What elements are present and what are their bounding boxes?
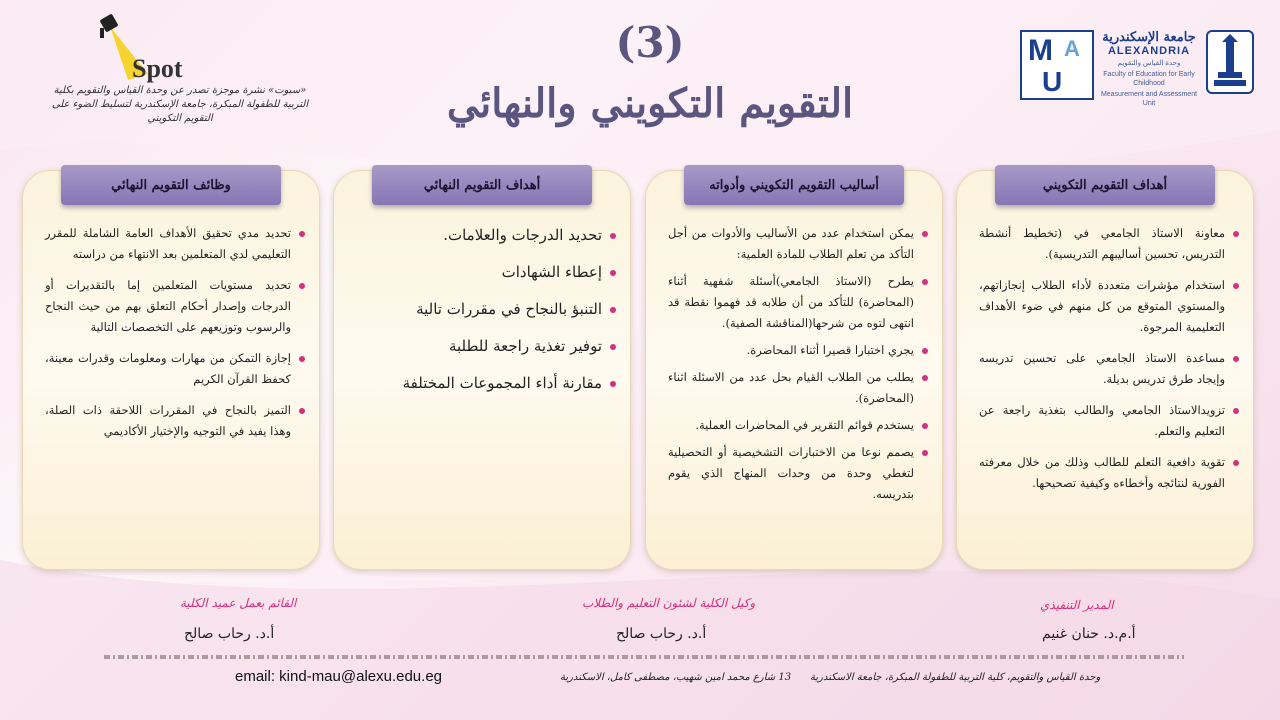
list-item: تحديد الدرجات والعلامات.	[356, 223, 616, 247]
list-item: يصمم نوعا من الاختبارات التشخيصية أو التحصيلية لتغطي وحدة من وحدات المنهاج الذي يقوم بتدريسه.	[668, 442, 928, 505]
list-item: التميز بالنجاح في المقررات اللاحقة ذات الصلة، وهذا يفيد في التوجيه والإختيار الأكاديمي	[45, 400, 305, 442]
list-item: يطلب من الطلاب القيام بحل عدد من الاسئلة اثناء (المحاضرة).	[668, 367, 928, 409]
page-number: (3)	[615, 18, 685, 67]
mau-logo	[1020, 30, 1094, 100]
university-seal-icon	[1206, 30, 1254, 94]
vice-dean-title: وكيل الكلية لشئون التعليم والطلاب	[582, 596, 756, 610]
card-title: أساليب التقويم التكويني وأدواته	[684, 165, 904, 205]
list-item: إجازة التمكن من مهارات ومعلومات وقدرات معينة، كحفظ القرآن الكريم	[45, 348, 305, 390]
list-item: استخدام مؤشرات متعددة لأداء الطلاب إنجازاتهم، والمستوي المتوقع من كل منهم في ضوء الأهداف التعليمية المرجوة.	[979, 275, 1239, 338]
list-item: التنبؤ بالنجاح في مقررات تالية	[356, 297, 616, 321]
card-summative-functions	[22, 170, 320, 570]
card-title: أهداف التقويم التكويني	[995, 165, 1215, 205]
page-title: التقويم التكويني والنهائي	[446, 80, 854, 127]
card-summative-goals	[333, 170, 631, 570]
unit-line-1: وحدة القياس والتقويم	[1117, 60, 1181, 67]
list-item: تقوية دافعية التعلم للطالب وذلك من خلال معرفته الفورية لنتائجه وأخطاءه وكيفية تصحيحها.	[979, 452, 1239, 494]
university-name	[1094, 30, 1204, 108]
mau-letter-m: M	[1028, 34, 1053, 67]
list-item: تزويدالاستاذ الجامعي والطالب بتغذية راجعة عن التعليم والتعلم.	[979, 400, 1239, 442]
card-title: أهداف التقويم النهائي	[372, 165, 592, 205]
list-item: توفير تغذية راجعة للطلبة	[356, 334, 616, 358]
card-formative-goals	[956, 170, 1254, 570]
vice-dean-name: أ.د. رحاب صالح	[616, 626, 707, 642]
dean-name: أ.د. رحاب صالح	[184, 626, 275, 642]
list-item: مقارنة أداء المجموعات المختلفة	[356, 371, 616, 395]
unit-line-2: Faculty of Education for Early Childhood	[1103, 71, 1195, 87]
unit-line-3: Measurement and Assessment Unit	[1100, 91, 1198, 107]
list-item: تحديد مستويات المتعلمين إما بالتقديرات أو الدرجات وإصدار أحكام التعلق بهم من حيث النجاح والرسوب وتوزيعهم على التخصصات التالية	[45, 275, 305, 338]
footer-divider	[104, 655, 1184, 659]
list-item: إعطاء الشهادات	[356, 260, 616, 284]
list-item: معاونة الاستاذ الجامعي في (تخطيط أنشطة التدريس، تحسين أساليبهم التدريسية).	[979, 223, 1239, 265]
card-formative-methods	[645, 170, 943, 570]
footer-address: 13 شارع محمد امين شهيب، مصطفى كامل، الاسكندرية	[560, 672, 792, 683]
university-name-ar: جامعة الإسكندرية	[1102, 30, 1196, 45]
university-name-en: ALEXANDRIA	[1107, 45, 1191, 57]
dean-title: القائم بعمل عميد الكلية	[180, 596, 297, 610]
list-item: يستخدم قوائم التقرير في المحاضرات العملية.	[668, 415, 928, 436]
director-title: المدير التنفيذي	[1040, 598, 1114, 612]
footer-email: email: kind-mau@alexu.edu.eg	[235, 668, 443, 685]
mau-letter-a: A	[1064, 36, 1080, 61]
list-item: يجري اختبارا قصيرا أثناء المحاضرة.	[668, 340, 928, 361]
university-logo	[1020, 22, 1250, 132]
footer-unit: وحدة القياس والتقويم، كلية التربية للطفولة المبكرة، جامعة الاسكندرية	[810, 672, 1101, 683]
spot-wordmark: Spot	[132, 54, 183, 83]
mau-letter-u: U	[1042, 66, 1063, 97]
list-item: مساعدة الاستاذ الجامعي على تحسين تدريسه وإيجاد طرق تدريس بديلة.	[979, 348, 1239, 390]
card-title: وظائف التقويم النهائي	[61, 165, 281, 205]
list-item: يطرح (الاستاذ الجامعي)أسئلة شفهية أثناء (المحاضرة) للتأكد من أن طلابه قد فهموا نقطة قد انتهى لتوه من شرحها(المناقشة الصفية).	[668, 271, 928, 334]
director-name: أ.م.د. حنان غنيم	[1042, 626, 1136, 642]
spot-description: «سبوت» نشرة موجزة تصدر عن وحدة القياس والتقويم بكلية التربية للطفولة المبكرة، جامعة الإسكندرية لتسليط الضوء على التقويم التكويني	[51, 85, 309, 124]
list-item: يمكن استخدام عدد من الأساليب والأدوات من أجل التأكد من تعلم الطلاب للمادة العلمية:	[668, 223, 928, 265]
list-item: تحديد مدي تحقيق الأهداف العامة الشاملة للمقرر التعليمي لدي المتعلمين بعد الانتهاء من دراسته	[45, 223, 305, 265]
